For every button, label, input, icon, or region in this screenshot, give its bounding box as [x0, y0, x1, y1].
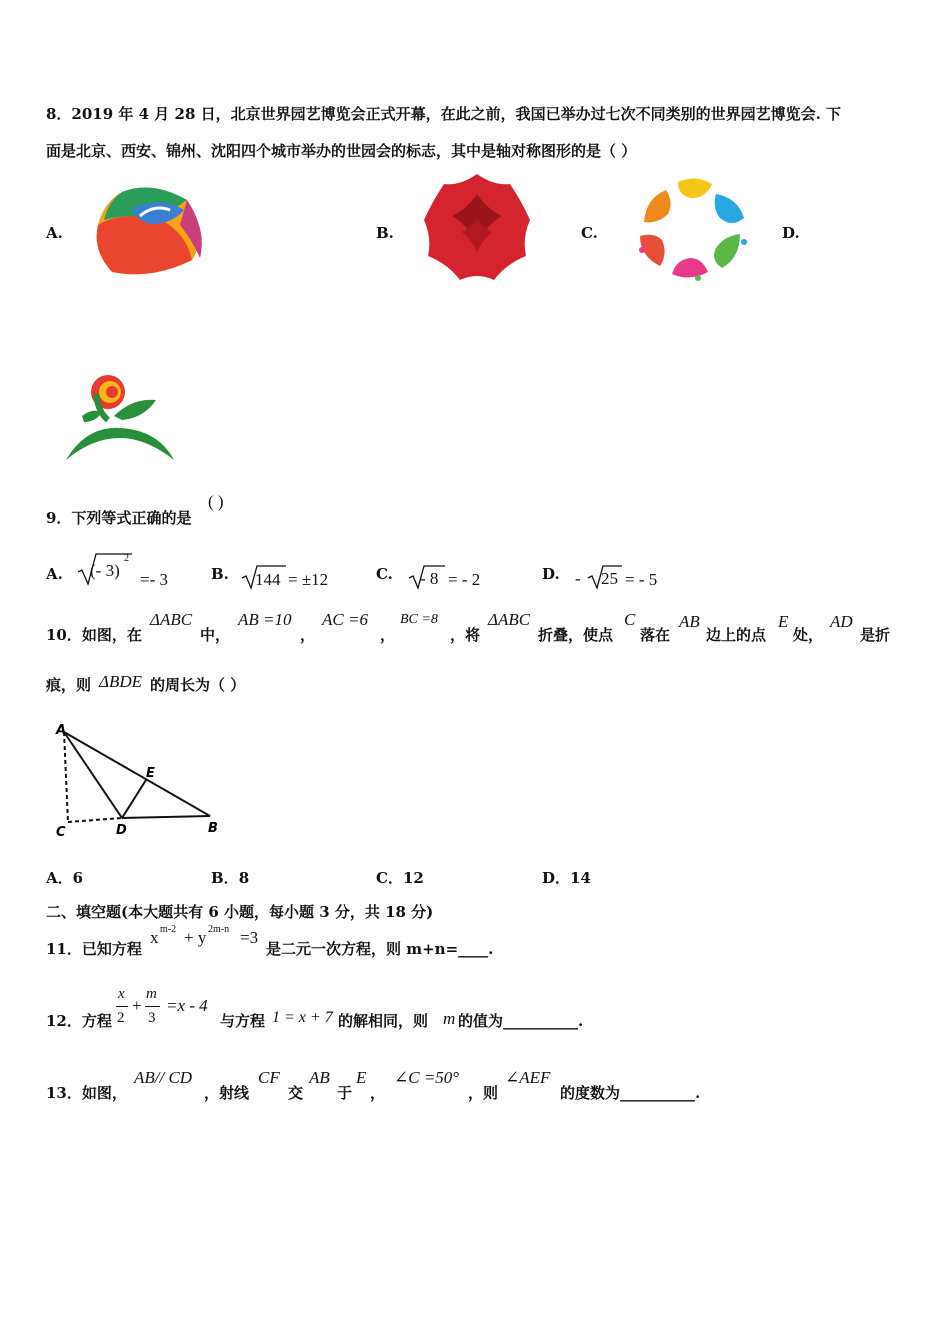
q10-option-b: [211, 867, 249, 888]
q13-num: 13．如图，: [46, 1084, 127, 1102]
q10-zhong: 中，: [200, 626, 231, 644]
figure-label-c: C: [56, 825, 66, 840]
q10-option-b-label: B．: [211, 869, 239, 887]
q9-option-c-label: C.: [376, 565, 393, 583]
q8-line1: 8．2019 年 4 月 28 日，北京世界园艺博览会正式开幕，在此之前，我国已举办过七次不同类别的世界园艺博览会. 下: [46, 105, 842, 123]
q11-plus-y: + y: [184, 928, 207, 947]
q8-line2: 面是北京、西安、锦州、沈阳四个城市举办的世园会的标志，其中是轴对称图形的是（ ）: [46, 142, 637, 160]
q10-triangle-bde: ΔBDE: [99, 672, 143, 691]
q10-option-d: [542, 867, 591, 888]
q9-d-radicand: 25: [601, 569, 618, 588]
q13-comma: ，: [370, 1084, 386, 1102]
q9-c-radicand: - 8: [420, 569, 439, 588]
q10-ad: AD: [830, 612, 853, 631]
q10-comma-2: ，: [380, 626, 396, 644]
q10-num: 10．如图，在: [46, 626, 142, 644]
q11-rest: 是二元一次方程，则 m+n=____.: [266, 940, 494, 958]
q10-bianshang: 边上的点: [706, 626, 767, 644]
q13-jiao: 交: [288, 1084, 304, 1102]
figure-label-a: A: [56, 723, 67, 738]
jinzhou-expo-logo: [636, 174, 750, 284]
q9-option-d-label: D.: [542, 565, 560, 583]
q12-mid: 与方程: [220, 1012, 266, 1030]
q13-ze: ，则: [468, 1084, 499, 1102]
q10-option-d-value: 14: [570, 869, 591, 887]
q13-rest: 的度数为__________.: [560, 1084, 701, 1102]
q8-option-d-label: D.: [782, 224, 800, 242]
q11-num: 11．已知方程: [46, 940, 142, 958]
q10-zhedie: 折叠，使点: [538, 626, 614, 644]
q10-ab-side: AB: [679, 612, 700, 631]
q10-jiang: ，将: [450, 626, 481, 644]
figure-label-b: B: [208, 821, 218, 836]
q11-y-exponent: 2m-n: [208, 924, 230, 935]
q8-option-a-label: A.: [46, 224, 63, 242]
q10-comma-1: ，: [300, 626, 316, 644]
q9-b-radicand: 144: [255, 570, 281, 589]
q12-rest2: 的值为__________.: [458, 1012, 584, 1030]
q10-line2-a: 痕，则: [46, 676, 92, 694]
xian-expo-logo: [422, 172, 532, 284]
q10-shizhe: 是折: [860, 626, 891, 644]
q13-cf: CF: [258, 1068, 280, 1087]
q12-frac1-den: 2: [117, 1010, 125, 1026]
q9-a-rest: =- 3: [140, 570, 168, 589]
shenyang-expo-logo: [62, 372, 178, 466]
q9-d-minus: -: [575, 569, 581, 588]
q9-option-a-label: A.: [46, 565, 63, 583]
q10-line2-b: 的周长为（ ）: [150, 676, 246, 694]
q9-stem: 9．下列等式正确的是: [46, 509, 192, 527]
figure-label-d: D: [116, 823, 127, 838]
q10-chu: 处，: [793, 626, 824, 644]
q9-b-rest: = ±12: [288, 570, 329, 589]
q8-option-b-label: B.: [376, 224, 394, 242]
q13-parallel: AB// CD: [134, 1068, 193, 1087]
q12-rhs: =x - 4: [166, 996, 208, 1015]
q13-e: E: [356, 1068, 367, 1087]
q12-frac2-bar: [145, 1006, 160, 1007]
q10-triangle-figure: [50, 722, 230, 842]
q12-frac2-den: 3: [148, 1010, 156, 1026]
q13-angle-c: ∠C =50°: [394, 1068, 460, 1087]
q13-angle-aef: ∠AEF: [505, 1068, 551, 1087]
q12-frac2-num: m: [146, 986, 157, 1002]
q9-a-radicand: (- 3): [90, 561, 120, 580]
q9-option-b-label: B.: [211, 565, 229, 583]
q9-d-rest: = - 5: [625, 570, 658, 589]
q11-x: x: [150, 928, 159, 947]
q10-triangle-abc-2: ΔABC: [488, 610, 531, 629]
q10-triangle-abc: ΔABC: [150, 610, 193, 629]
q13-ab: AB: [309, 1068, 330, 1087]
q12-frac1-num: x: [118, 986, 125, 1002]
q11-x-exponent: m-2: [160, 924, 177, 935]
q12-m: m: [443, 1009, 456, 1028]
q9-paren: ( ): [208, 492, 224, 511]
q9-c-rest: = - 2: [448, 570, 481, 589]
q10-option-a-value: 6: [72, 869, 84, 887]
figure-label-e: E: [146, 766, 155, 781]
q10-option-a: [46, 867, 83, 888]
q10-option-b-value: 8: [238, 869, 250, 887]
q11-eq: =3: [240, 928, 259, 947]
q12-eq2: 1 = x + 7: [272, 1009, 333, 1026]
beijing-expo-logo: [92, 180, 210, 280]
q10-option-c: [376, 867, 424, 888]
q12-rest1: 的解相同，则: [338, 1012, 429, 1030]
q10-option-c-label: C．: [376, 869, 403, 887]
section-2-heading: 二、填空题(本大题共有 6 小题，每小题 3 分，共 18 分): [46, 903, 434, 921]
q13-yu: 于: [337, 1084, 353, 1102]
q10-bc-value: BC =8: [400, 612, 438, 627]
q12-frac1-bar: [116, 1006, 128, 1007]
q10-ac-value: AC =6: [322, 610, 368, 629]
q12-plus: +: [132, 996, 142, 1015]
q10-point-c: C: [624, 610, 636, 629]
q10-point-e: E: [778, 612, 789, 631]
q9-a-exponent: 2: [124, 553, 129, 564]
q10-luozai: 落在: [640, 626, 671, 644]
q13-sheixian: ，射线: [204, 1084, 250, 1102]
q10-option-d-label: D．: [542, 869, 571, 887]
q12-num: 12．方程: [46, 1012, 112, 1030]
q8-option-c-label: C.: [581, 224, 598, 242]
q10-ab-value: AB =10: [238, 610, 292, 629]
q10-option-c-value: 12: [402, 869, 424, 887]
q10-option-a-label: A．: [46, 869, 73, 887]
